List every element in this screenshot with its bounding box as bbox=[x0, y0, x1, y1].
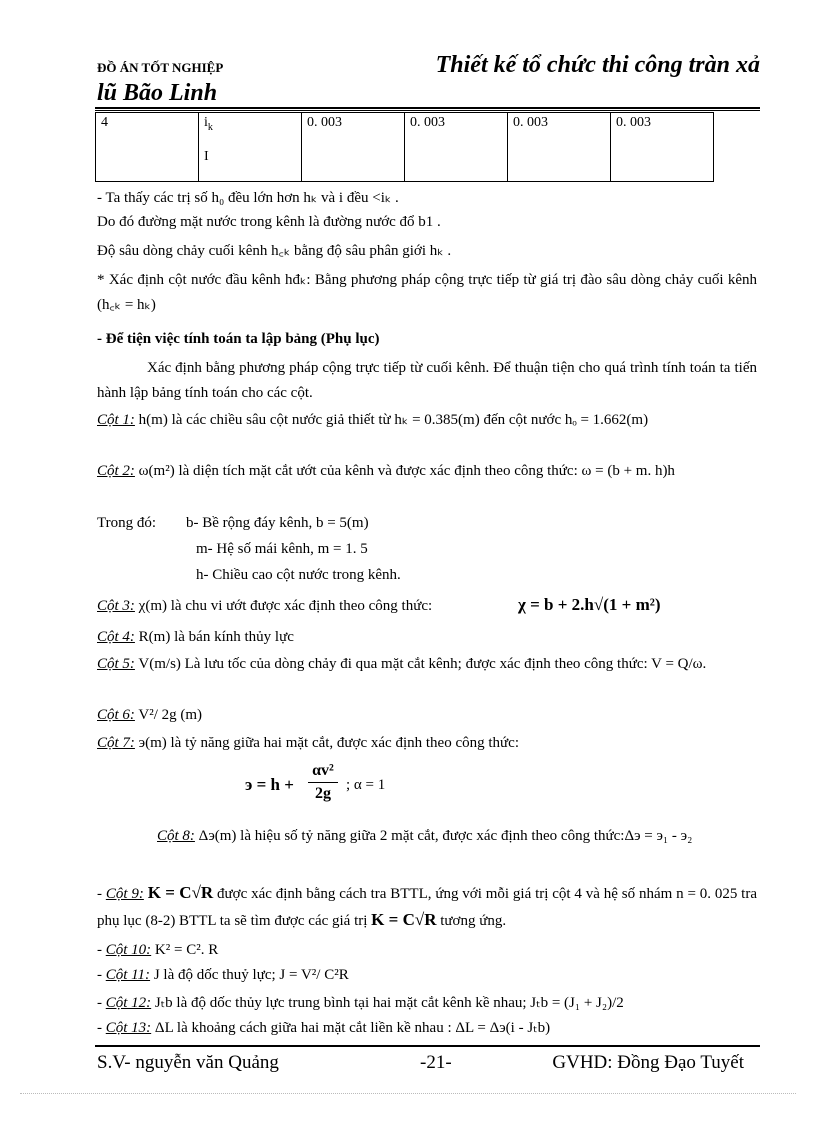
footer-student: S.V- nguyễn văn Quảng bbox=[97, 1052, 279, 1073]
where-item: b- Bề rộng đáy kênh, b = 5(m) bbox=[186, 515, 369, 531]
fraction-denominator: 2g bbox=[308, 782, 338, 803]
section-heading: - Để tiện việc tính toán ta lập bảng (Phụ lục) bbox=[97, 331, 380, 347]
column-3-desc: Cột 3: χ(m) là chu vi ướt được xác định theo công thức: bbox=[97, 598, 433, 614]
header-project-type: ĐỒ ÁN TỐT NGHIỆP bbox=[97, 60, 224, 75]
header-rule-thin bbox=[95, 110, 760, 111]
text-paragraph: * Xác định cột nước đầu kênh hđₖ: Bằng phương pháp cộng trực tiếp từ giá trị đào sâu dòng chảy cuối kênh (h꜀ₖ = hₖ) bbox=[97, 272, 757, 313]
column-8-desc: Cột 8: Δэ(m) là hiệu số tỷ năng giữa 2 mặt cắt, được xác định theo công thức:Δэ = э₁ - э₂ bbox=[157, 828, 693, 844]
column-5-desc: Cột 5: V(m/s) Là lưu tốc của dòng chảy đi qua mặt cắt kênh; được xác định theo công thức: V = Q/ω. bbox=[97, 656, 707, 672]
where-item: h- Chiều cao cột nước trong kênh. bbox=[196, 567, 401, 583]
fraction-numerator: αv² bbox=[312, 762, 334, 779]
page-bottom-border bbox=[20, 1093, 796, 1094]
column-4-desc: Cột 4: R(m) là bán kính thủy lực bbox=[97, 629, 294, 645]
data-table bbox=[95, 112, 714, 182]
text-line: Do đó đường mặt nước trong kênh là đường nước đổ b1 . bbox=[97, 214, 441, 230]
energy-formula-lhs: э = h + bbox=[245, 775, 294, 794]
table-cell: 0. 003 bbox=[508, 113, 611, 182]
table-cell: 4 bbox=[96, 113, 199, 182]
table-row bbox=[96, 113, 714, 182]
column-12-desc: - Cột 12: Jₜb là độ dốc thủy lực trung bình tại hai mặt cắt kênh kề nhau; Jₜb = (J₁ + J₂)/2 bbox=[97, 995, 624, 1011]
text-paragraph: Xác định bằng phương pháp cộng trực tiếp từ cuối kênh. Để thuận tiện cho quá trình tính toán ta tiến hành lập bảng tính toán cho các cột. bbox=[97, 360, 757, 401]
table-cell: 0. 003 bbox=[302, 113, 405, 182]
column-2-desc: Cột 2: ω(m²) là diện tích mặt cắt ướt của kênh và được xác định theo công thức: ω = (b + m. h)h bbox=[97, 463, 675, 479]
header-rule bbox=[95, 107, 760, 109]
column-11-desc: - Cột 11: J là độ dốc thuỷ lực; J = V²/ C²R bbox=[97, 967, 349, 983]
where-item: m- Hệ số mái kênh, m = 1. 5 bbox=[196, 541, 368, 557]
column-1-desc: Cột 1: h(m) là các chiều sâu cột nước giả thiết từ hₖ = 0.385(m) đến cột nước hₒ = 1.662(m) bbox=[97, 412, 649, 428]
column-13-desc: - Cột 13: ΔL là khoảng cách giữa hai mặt cắt liền kề nhau : ΔL = Δэ(i - Jₜb) bbox=[97, 1020, 551, 1036]
text-line: Độ sâu dòng chảy cuối kênh h꜀ₖ bằng độ sâu phân giới hₖ . bbox=[97, 243, 452, 259]
header-project-name: lũ Bão Linh bbox=[97, 80, 218, 106]
text-line: - Ta thấy các trị số h₀ đều lớn hơn hₖ và i đều <iₖ . bbox=[97, 190, 399, 206]
alpha-note: ; α = 1 bbox=[346, 777, 386, 793]
energy-formula-fraction bbox=[308, 762, 338, 803]
column-10-desc: - Cột 10: K² = C². R bbox=[97, 942, 219, 958]
column-7-desc: Cột 7: э(m) là tỷ năng giữa hai mặt cắt, được xác định theo công thức: bbox=[97, 735, 519, 751]
header-title: Thiết kế tổ chức thi công tràn xả bbox=[435, 52, 760, 78]
page-number: -21- bbox=[420, 1052, 452, 1073]
table-cell: $i_k$ I bbox=[199, 113, 302, 182]
column-6-desc: Cột 6: V²/ 2g (m) bbox=[97, 707, 203, 723]
table-cell: 0. 003 bbox=[405, 113, 508, 182]
table-cell: 0. 003 bbox=[611, 113, 714, 182]
where-label: Trong đó: bbox=[97, 515, 157, 531]
chi-formula: χ = b + 2.h√(1 + m²) bbox=[518, 595, 661, 614]
column-9-desc: - Cột 9: K = C√R được xác định bằng cách tra BTTL, ứng với mỗi giá trị cột 4 và hệ số nhám n = 0. 025 tra phụ lục (8-2) BTTL ta sẽ tìm được các giá trị K = C√R tương ứng. bbox=[97, 883, 758, 929]
footer-advisor: GVHD: Đồng Đạo Tuyết bbox=[552, 1052, 744, 1073]
footer-rule bbox=[95, 1045, 760, 1047]
